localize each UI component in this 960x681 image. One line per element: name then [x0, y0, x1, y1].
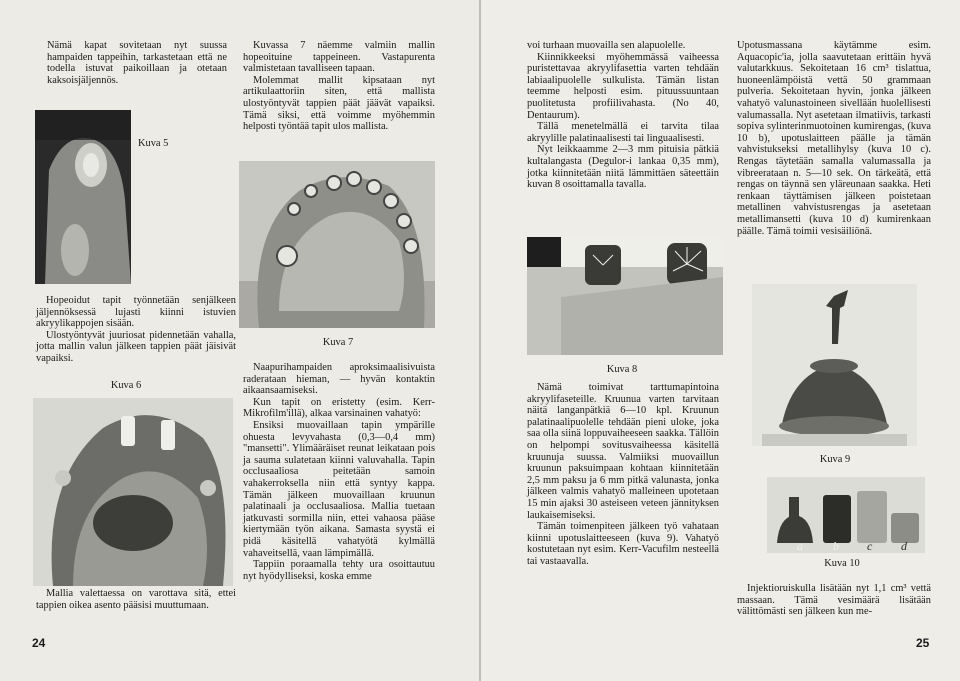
col1-intro	[47, 40, 227, 86]
figure-7-caption: Kuva 7	[322, 337, 354, 348]
fig10-letter-b: b	[833, 539, 839, 553]
paragraph: Tappiin poraamalla tehty ura osoittautuu nyt hyödylliseksi, koska emme	[243, 559, 435, 582]
figure-5-photo	[35, 110, 131, 284]
col4-bottom	[737, 583, 931, 618]
fig10-letter-c: c	[867, 539, 873, 553]
figure-9-caption: Kuva 9	[819, 454, 851, 465]
col1-bottom	[36, 588, 236, 611]
figure-8-caption: Kuva 8	[606, 364, 638, 375]
fig10-letter-d: d	[901, 539, 907, 553]
paragraph: Kun tapit on eristetty (esim. Kerr-Mikrofilm'illä), alkaa varsinainen vahatyö:	[243, 396, 435, 420]
col2-top	[243, 40, 435, 133]
paragraph: voi turhaan muovailla sen alapuolelle.	[527, 40, 686, 51]
paragraph: Nämä toimivat tarttumapintoina akryylifaseteille. Kruunua varten tarvitaan näitä langanpätkiä 6—10 kpl. Kruunun palatinaalipuolelle tehdään pieni uloke, joka saa olla siinä loppuvaiheeseen saakka. Tällöin on helpompi sovitusvaiheessa käsitellä kruunuja suussa. Valmiiksi muovaillun kruunun paksuimpaan kohtaan kiinnitetään 2,5 mm paksu ja 6 mm pitkä valunasta, jonka jälkeen valmis vahatyö malleineen upotetaan 15 min ajaksi 30 asteiseen veteen jännityksen laukaisemiseksi.	[527, 382, 719, 521]
paragraph: Hopeoidut tapit työnnetään senjälkeen jäljennöksessä lujasti kiinni istuvien akryylikappojen sisään.	[36, 295, 236, 330]
paragraph: Ulostyöntyvät juuriosat pidennetään vahalla, jotta mallin valun jälkeen tappien päät jäisivät vapaiksi.	[36, 329, 236, 364]
paragraph: Kuvassa 7 näemme valmiin mallin hopeoituine tappeineen. Vastapurenta valmistetaan tavalliseen tapaan.	[243, 40, 435, 75]
figure-9-photo	[752, 284, 917, 446]
paragraph: Kiinnikkeeksi myöhemmässä vaiheessa puristettavaa akryylifasettia varten tehdään labiaalipuolelle sulkulista. Tämän listan teemme helposti esim. pituussuuntaan puolitetusta profiilivahasta. (No 40, Dentaurum).	[527, 51, 719, 121]
paragraph: Upotusmassana käytämme esim. Aquacopic'ia, jolla saavutetaan erittäin hyvä valutarkkuus. Sekoitetaan 16 cm³ tislattua, huoneenlämpöistä vettä 50 grammaan pulveria. Sekoitetaan hyvin, jonka jälkeen vahatyö valunastoineen sivellään huolellisesti valumassalla. Nyt asetetaan ilmatiivis, tarkasti sopiva sylinterinmuotoinen kumirengas, (kuva 10 b), upotuslaitteen päälle ja tämän vahvistukseksi metallihylsy (kuva 10 c). Rengas täytetään samalla valumassalla ja vibreerataan n. 5—10 sek. On tärkeätä, että rengas on täynnä sen yläreunaan saakka. Heti renkaan täyttämisen jälkeen poistetaan metallinen vahvistusrengas ja asetetaan metallimansetti (kuva 10 d) kumirenkaan päälle. Tämä toimii vesisäiliönä.	[737, 40, 931, 237]
col3-body	[527, 382, 719, 568]
figure-7-photo	[239, 161, 435, 328]
col4-top	[737, 40, 931, 237]
paragraph: Tämän toimenpiteen jälkeen työ vahataan kiinni upotuslaitteeseen (kuva 9). Vahatyö kostutetaan nyt esim. Kerr-Vacufilm nesteellä tai vastaavalla.	[527, 521, 719, 567]
page-number-right: 25	[916, 636, 930, 650]
figure-10-caption: Kuva 10	[824, 558, 860, 569]
paragraph: Nämä kapat sovitetaan nyt suussa hampaiden tappeihin, tarkastetaan että ne todella istuvat paikoillaan ja otetaan kaksoisjäljennös.	[47, 40, 227, 86]
paragraph: Molemmat mallit kipsataan nyt artikulaattoriin siten, että mallista ulostyöntyvät tappien päät jäävät vapaiksi. Tämä siksi, että voimme myöhemmin helposti työntää tapit ulos mallista.	[243, 74, 435, 133]
figure-5-caption: Kuva 5	[138, 138, 169, 149]
paragraph: Ensiksi muovaillaan tapin ympärille ohuesta levyvahasta (0,3—0,4 mm) "mansetti". Ylimääräiset reunat leikataan pois ja sauma sulatetaan kiinni valuvahalla. Tapin occlusaaliosa peitetään samoin vahakerroksella niin että syntyy kappa. Tämän jälkeen muovaillaan kruunun palatinaali ja occlusaaliosa. Mallia tuetaan jatkuvasti sormilla niin, ettei vahaosa pääse kiertymään työn aikana. Samasta syystä ei pidä käsitellä vahatyötä kylmällä vahaveitsellä, vaan lämpimällä.	[243, 419, 435, 559]
fig10-letter-a: a	[797, 539, 803, 553]
paragraph: Tällä menetelmällä ei tarvita tilaa akryylille palatinaalisesti tai linguaalisesti.	[527, 121, 719, 144]
col1-middle	[36, 295, 236, 365]
figure-8-photo	[527, 237, 723, 355]
col3-top	[527, 40, 719, 191]
figure-6-caption: Kuva 6	[110, 380, 142, 391]
paragraph: Mallia valettaessa on varottava sitä, ettei tappien oikea asento pääsisi muuttumaan.	[36, 588, 236, 611]
figure-10-photo	[767, 477, 925, 553]
paragraph: Nyt leikkaamme 2—3 mm pituisia pätkiä kultalangasta (Degulor-i lankaa 0,35 mm), jotka kiinnitetään niitä lämmittäen säteettäin kuvan 8 osoittamalla tavalla.	[527, 144, 719, 191]
paragraph: Naapurihampaiden aproksimaalisivuista raderataan hieman, — hyvän kontaktin aikaansaamiseksi.	[243, 362, 435, 397]
figure-6-photo	[33, 398, 233, 586]
col2-body	[243, 362, 435, 582]
paragraph: Injektioruiskulla lisätään nyt 1,1 cm³ vettä massaan. Tämä vesimäärä lisätään välittömästi sen jälkeen kun me-	[737, 583, 931, 618]
page-number-left: 24	[32, 636, 46, 650]
